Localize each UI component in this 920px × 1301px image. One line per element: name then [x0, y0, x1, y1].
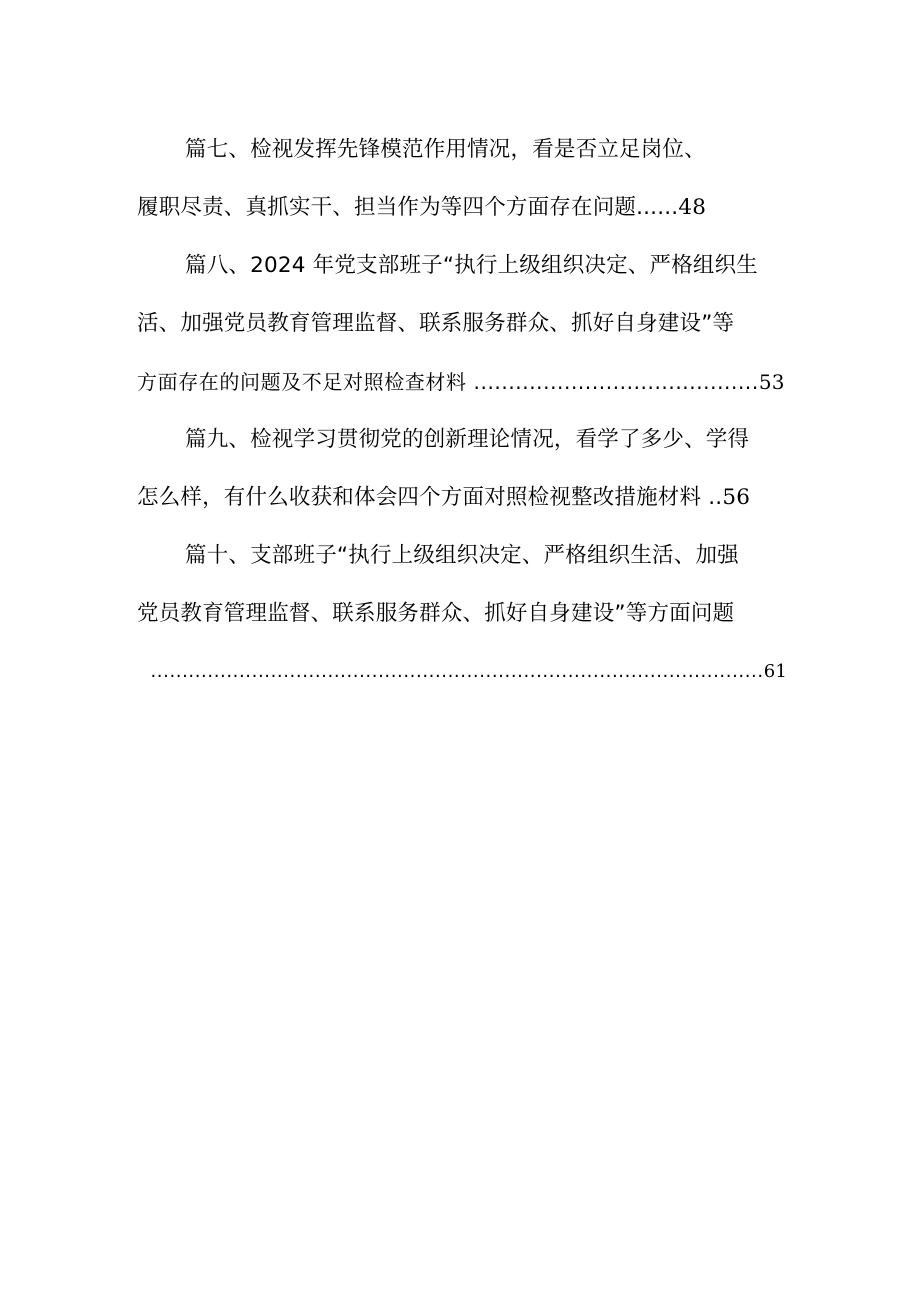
toc-entry-8[interactable]	[137, 237, 787, 411]
toc-entry-10-line-1: 篇十、支部班子“执行上级组织决定、严格组织生活、加强	[185, 543, 739, 568]
toc-entry-7-line-2	[137, 179, 787, 237]
toc-entry-7-line-2-text: 履职尽责、真抓实干、担当作为等四个方面存在问题......	[137, 195, 679, 220]
table-of-contents	[137, 121, 787, 701]
toc-entry-10-page-number: 61	[763, 661, 787, 682]
toc-entry-8-line-1: 篇八、2024 年党支部班子“执行上级组织决定、严格组织生	[185, 253, 758, 278]
toc-entry-9-page-number: 56	[722, 485, 751, 510]
toc-entry-10-line-3-text: .................................................................................................	[150, 661, 764, 682]
toc-entry-8-line-3-text: 方面存在的问题及不足对照检查材料 .........................................	[137, 370, 759, 394]
toc-entry-8-page-number: 53	[758, 370, 785, 394]
toc-entry-10-line-2: 党员教育管理监督、联系服务群众、抓好自身建设”等方面问题	[137, 601, 735, 626]
toc-entry-8-line-2: 活、加强党员教育管理监督、联系服务群众、抓好自身建设”等	[137, 311, 735, 336]
toc-entry-9[interactable]	[137, 411, 787, 527]
toc-entry-10[interactable]	[137, 527, 787, 701]
toc-entry-7-line-1: 篇七、检视发挥先锋模范作用情况，看是否立足岗位、	[185, 137, 706, 162]
toc-entry-9-line-2-text: 怎么样，有什么收获和体会四个方面对照检视整改措施材料 ..	[137, 485, 723, 510]
toc-entry-7[interactable]	[137, 121, 787, 237]
toc-entry-10-line-3	[137, 643, 787, 701]
toc-entry-7-page-number: 48	[678, 195, 707, 220]
toc-entry-8-line-3	[137, 353, 787, 411]
toc-entry-9-line-1: 篇九、检视学习贯彻党的创新理论情况，看学了多少、学得	[185, 427, 750, 452]
toc-entry-9-line-2	[137, 469, 787, 527]
